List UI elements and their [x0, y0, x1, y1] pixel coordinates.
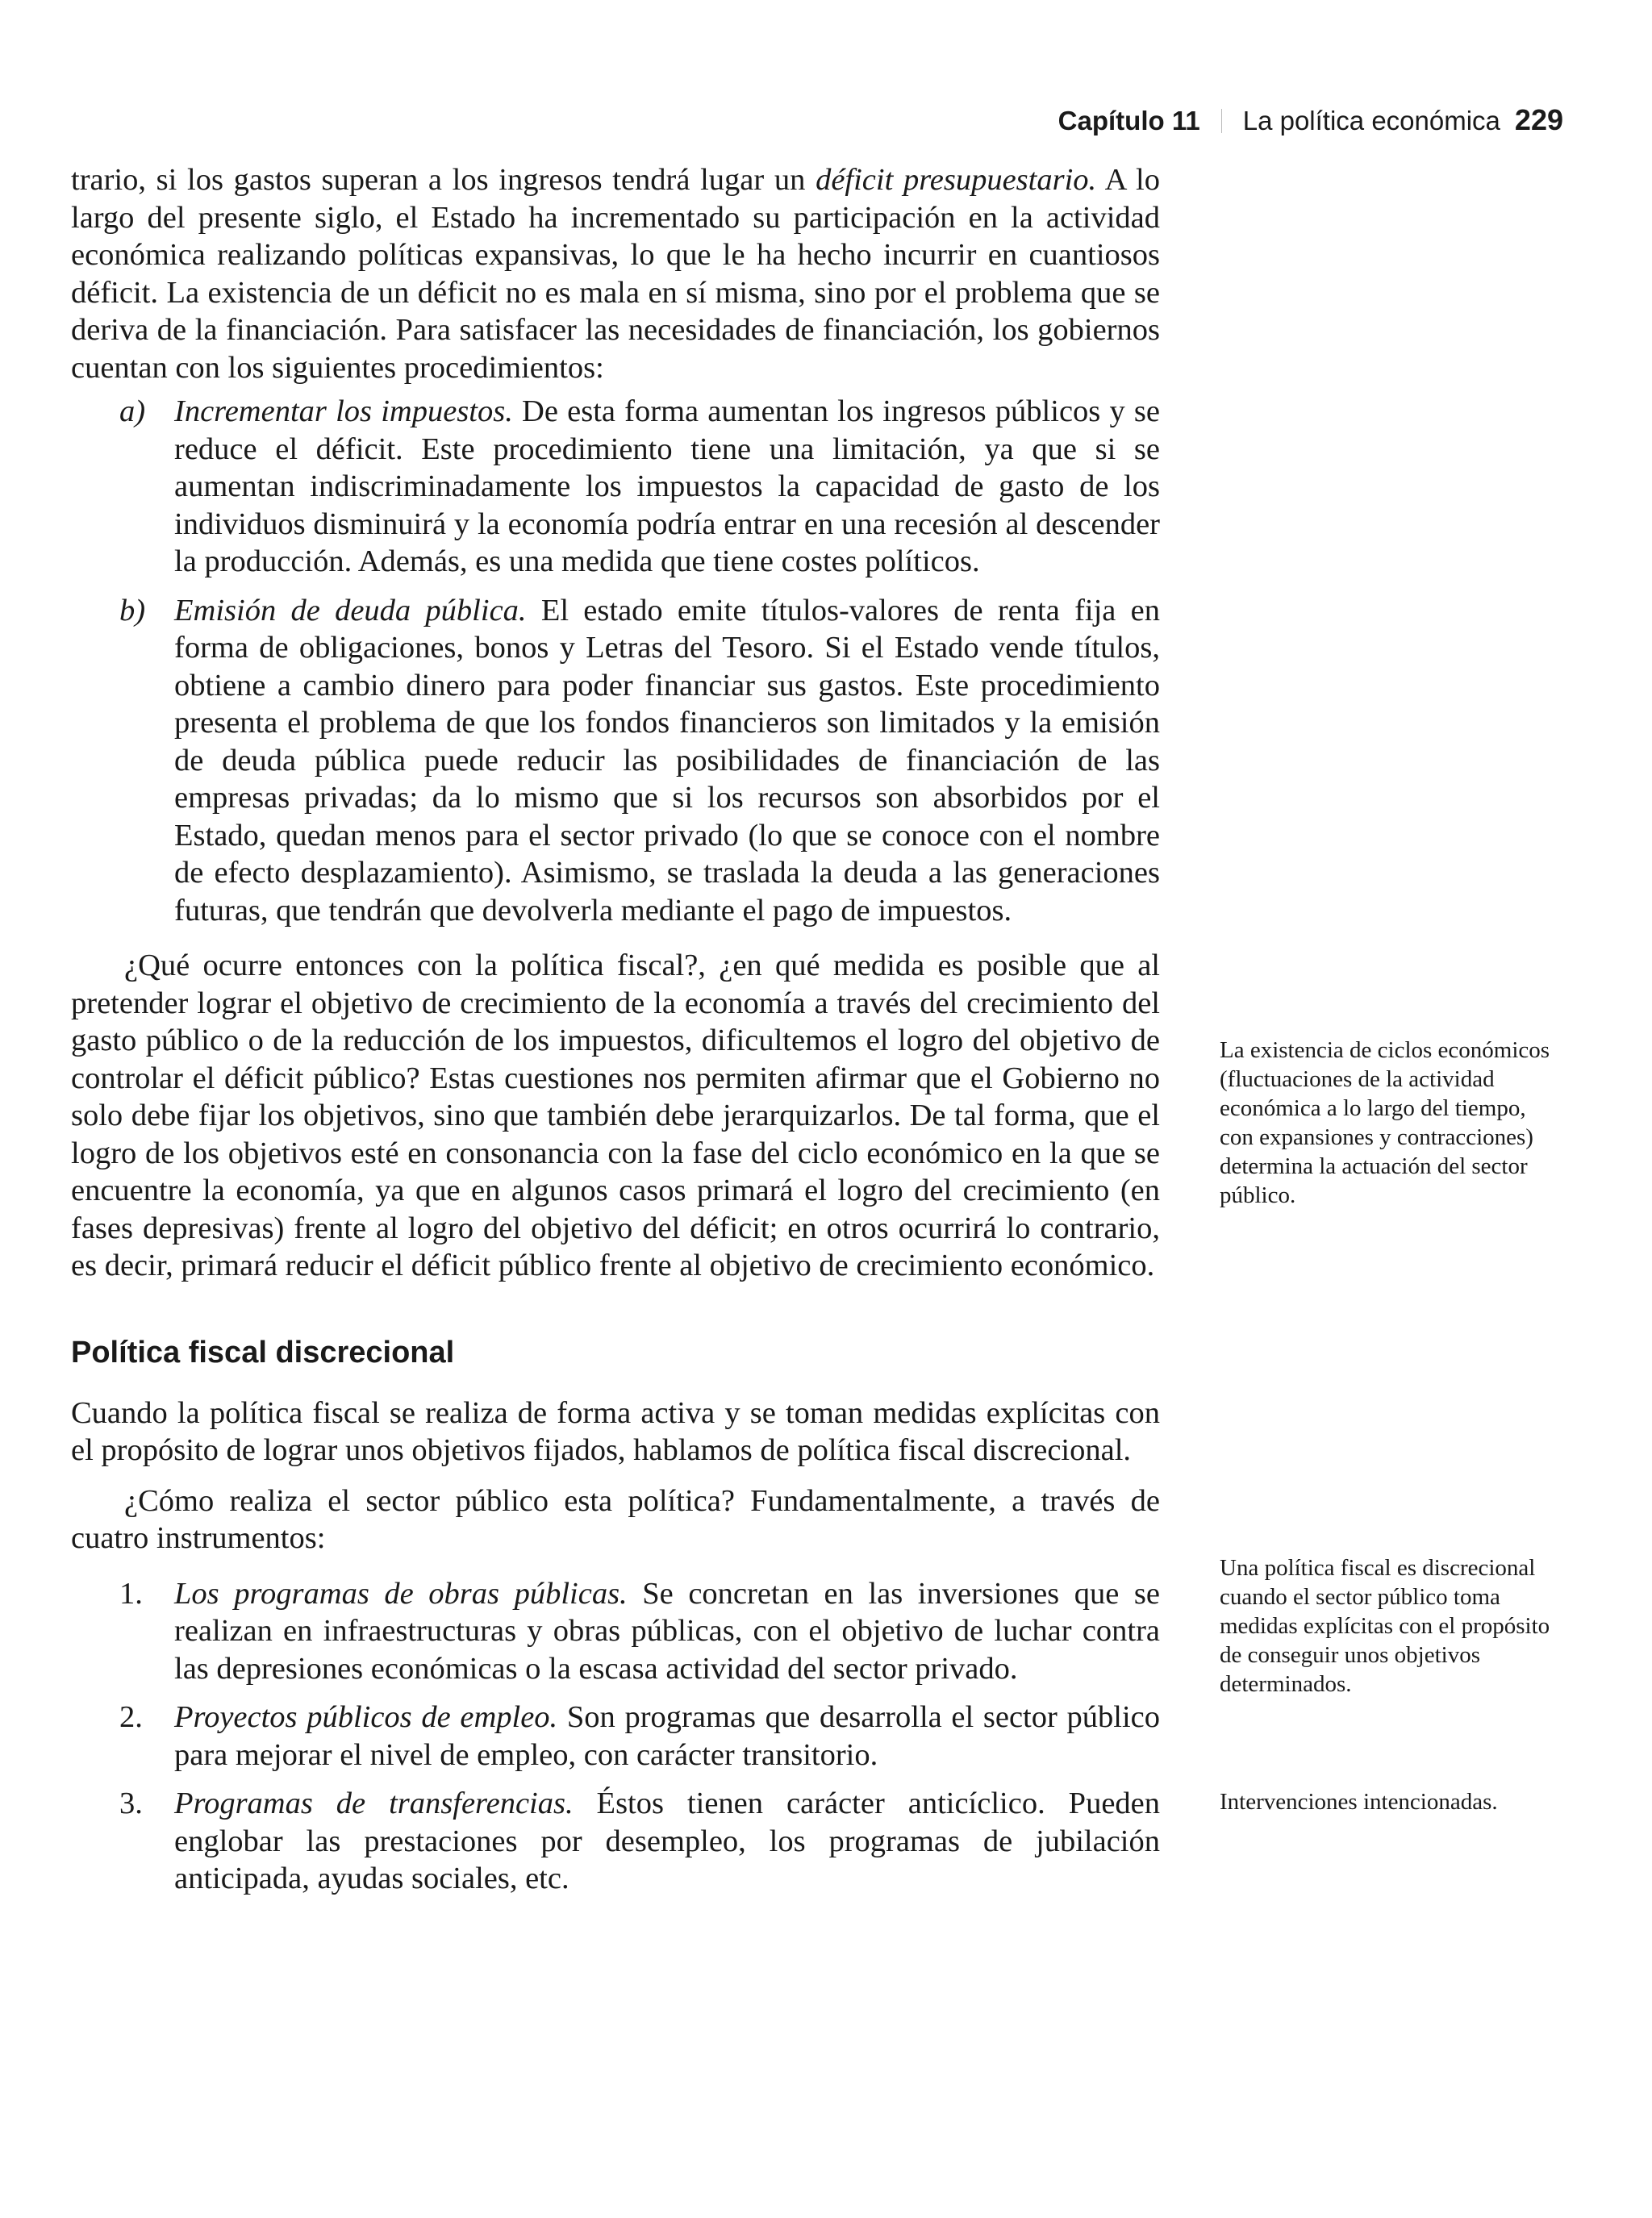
- running-head: [1058, 103, 1563, 137]
- section-paragraph-2: ¿Cómo realiza el sector público esta política? Fundamentalmente, a través de cuatro instrumentos:: [71, 1483, 1160, 1555]
- list-marker: a): [119, 394, 146, 428]
- margin-note-text: La existencia de ciclos económicos (fluctuaciones de la actividad económica a lo largo del tiempo, con expansiones y contracciones) determina la actuación del sector público.: [1220, 1037, 1550, 1208]
- margin-note-interventions: [1220, 1787, 1558, 1816]
- list-item: [71, 592, 1160, 930]
- chapter-label: Capítulo 11: [1058, 106, 1200, 135]
- list-item-lead: Los programas de obras públicas.: [174, 1576, 628, 1611]
- intro-text-end: A lo largo del presente siglo, el Estado ha incrementado su participación en la actividad económica realizando políticas expansivas, lo que le ha hecho incurrir en cuantiosos déficit. La existencia de un déficit no es mala en sí misma, sino por el problema que se deriva de la financiación. Para satisfacer las necesidades de financiación, los gobiernos cuentan con los siguientes procedimientos:: [71, 163, 1160, 385]
- margin-note-text: Una política fiscal es discrecional cuando el sector público toma medidas explícitas con el propósito de conseguir unos objetivos determinados.: [1220, 1555, 1550, 1697]
- list-item-lead: Proyectos públicos de empleo.: [174, 1700, 558, 1734]
- margin-note-cycles: [1220, 1036, 1558, 1210]
- main-column: [71, 161, 1160, 1916]
- list-item: [71, 1785, 1160, 1898]
- header-divider: [1221, 109, 1222, 133]
- list-item: [71, 393, 1160, 581]
- list-item-text: El estado emite títulos-valores de renta fija en forma de obligaciones, bonos y Letras del Tesoro. Si el Estado vende títulos, obtiene a cambio dinero para poder financiar sus gastos. Este procedimiento presenta el problema de que los fondos financieros son limitados y la emisión de deuda pública puede reducir las posibilidades de financiación de las empresas privadas; da lo mismo que si los recursos son absorbidos por el Estado, quedan menos para el sector privado (lo que se conoce con el nombre de efecto desplazamiento). Asimismo, se traslada la deuda a las generaciones futuras, que tendrán que devolverla mediante el pago de impuestos.: [174, 593, 1160, 928]
- list-item-text: Son programas que desarrolla el sector público para mejorar el nivel de empleo, con carácter transitorio.: [174, 1700, 1160, 1772]
- intro-paragraph: [71, 161, 1160, 386]
- list-item-text: Se concretan en las inversiones que se realizan en infraestructuras y obras públicas, con el objetivo de luchar contra las depresiones económicas o la escasa actividad del sector privado.: [174, 1576, 1160, 1686]
- list-marker: 3.: [119, 1786, 143, 1820]
- intro-text-start: trario, si los gastos superan a los ingresos tendrá lugar un: [71, 163, 816, 197]
- section-heading: Política fiscal discrecional: [71, 1335, 455, 1370]
- list-marker: 1.: [119, 1576, 143, 1611]
- list-item-text: Éstos tienen carácter anticíclico. Pueden englobar las prestaciones por desempleo, los programas de jubilación anticipada, ayudas sociales, etc.: [174, 1786, 1160, 1895]
- margin-note-text: Intervenciones intencionadas.: [1220, 1789, 1498, 1815]
- list-item: [71, 1699, 1160, 1774]
- section-paragraph-1: Cuando la política fiscal se realiza de forma activa y se toman medidas explícitas con el propósito de lograr unos objetivos fijados, hablamos de política fiscal discrecional.: [71, 1395, 1160, 1467]
- list-item-lead: Programas de transferencias.: [174, 1786, 574, 1820]
- list-item-lead: Emisión de deuda pública.: [174, 593, 527, 627]
- list-item-lead: Incrementar los impuestos.: [174, 394, 513, 428]
- chapter-title: La política económica: [1242, 106, 1500, 135]
- margin-note-discretionary: [1220, 1553, 1558, 1699]
- page-number: 229: [1514, 103, 1563, 136]
- list-marker: 2.: [119, 1700, 143, 1734]
- list-item: [71, 1575, 1160, 1688]
- list-marker: b): [119, 593, 146, 627]
- intro-italic-term: déficit presupuestario.: [816, 163, 1097, 197]
- financing-procedures-list: [71, 393, 1160, 929]
- list-item-text: De esta forma aumentan los ingresos públicos y se reduce el déficit. Este procedimiento tiene una limitación, ya que si se aumentan indiscriminadamente los impuestos la capacidad de gasto de los individuos disminuirá y la economía podría entrar en una recesión al descender la producción. Además, es una medida que tiene costes políticos.: [174, 394, 1160, 578]
- fiscal-question-paragraph: ¿Qué ocurre entonces con la política fiscal?, ¿en qué medida es posible que al pretender lograr el objetivo de crecimiento de la economía a través del crecimiento del gasto público o de la reducción de los impuestos, dificultemos el logro del objetivo de controlar el déficit público? Estas cuestiones nos permiten afirmar que el Gobierno no solo debe fijar los objetivos, sino que también debe jerarquizarlos. De tal forma, que el logro de los objetivos esté en consonancia con la fase del ciclo económico en la que se encuentre la economía, ya que en algunos casos primará el logro del crecimiento (en fases depresivas) frente al logro del objetivo del déficit; en otros ocurrirá lo contrario, es decir, primará reducir el déficit público frente al objetivo de crecimiento económico.: [71, 948, 1160, 1282]
- instruments-list: [71, 1575, 1160, 1898]
